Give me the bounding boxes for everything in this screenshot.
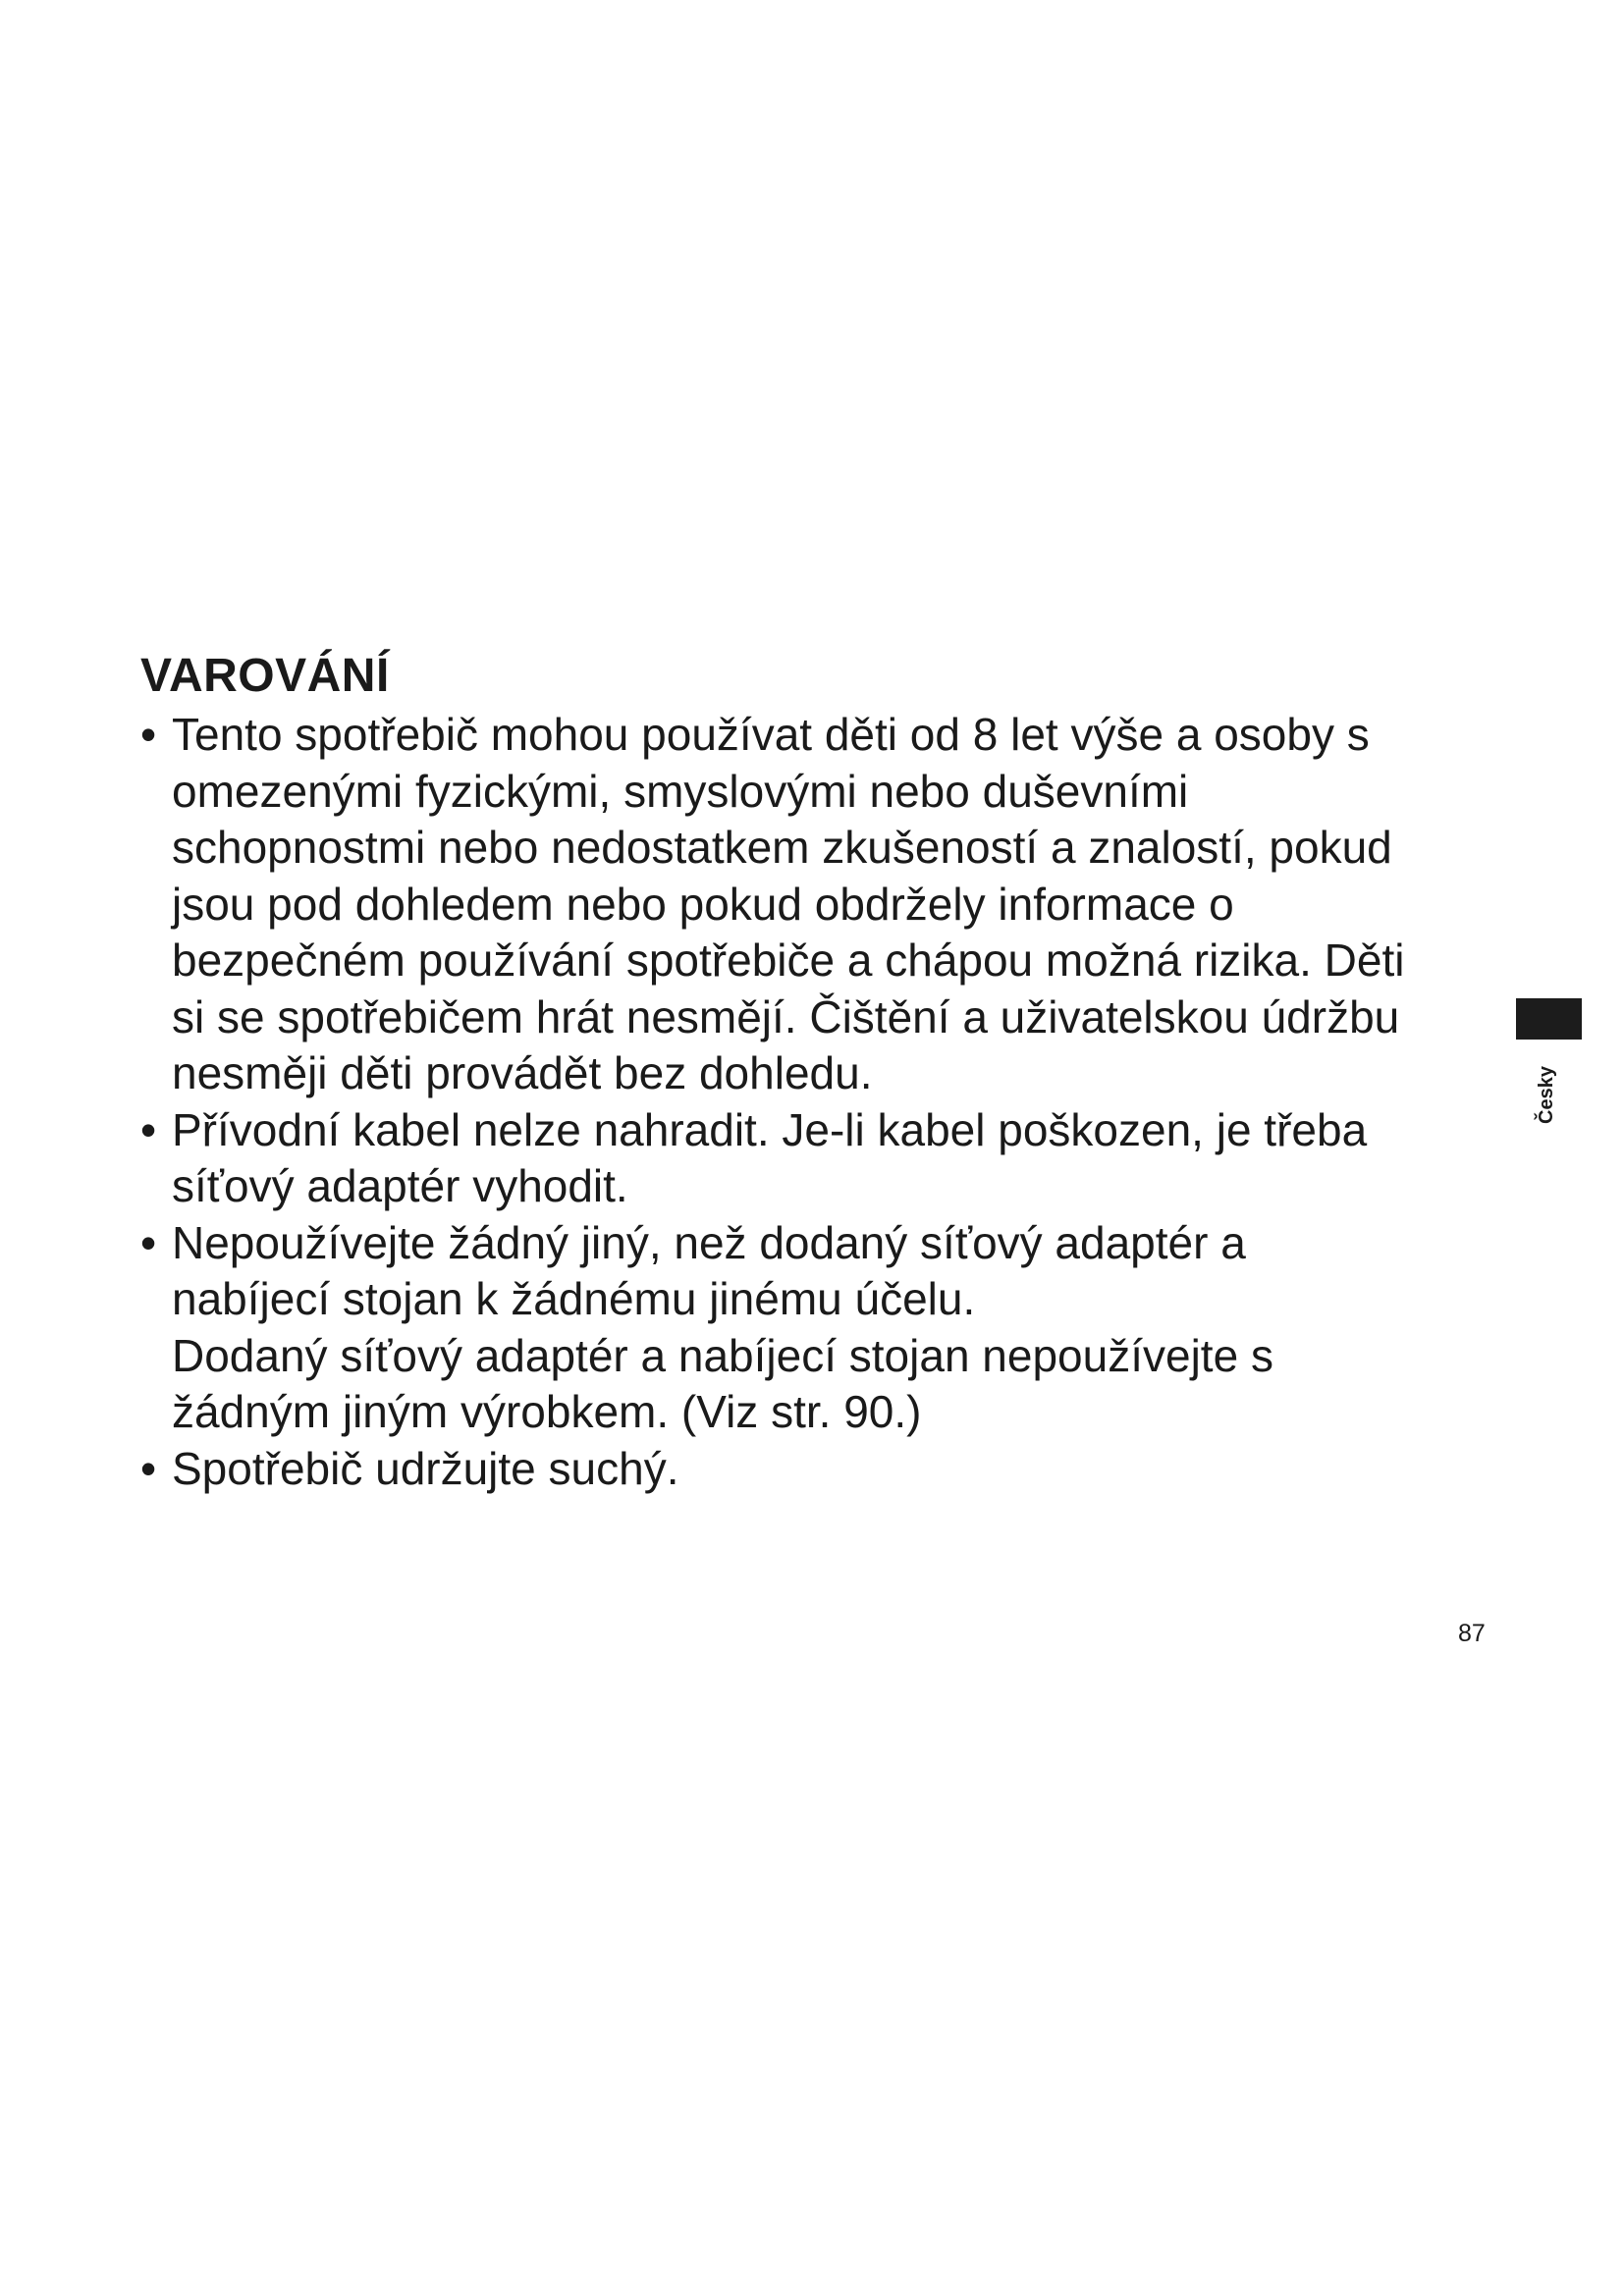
warning-list [140,707,1515,1497]
language-tab-label [1536,1060,1557,1129]
page-number: 87 [1458,1620,1486,1647]
language-tab-marker [1516,998,1582,1040]
warning-text-line: Dodaný síťový adaptér a nabíjecí stojan nepoužívejte s [172,1329,1273,1381]
warning-item [140,1215,1515,1441]
warning-item [140,1441,1515,1498]
warning-heading: VAROVÁNÍ [140,650,390,702]
bullet-icon: • [140,1216,157,1268]
warning-section [140,648,1515,1497]
warning-item [140,707,1515,1102]
warning-text-line: Přívodní kabel nelze nahradit. Je-li kabel poškozen, je třeba [172,1103,1368,1155]
warning-text-line: bezpečném používání spotřebiče a chápou možná rizika. Děti [172,934,1405,986]
warning-text-line: omezenými fyzickými, smyslovými nebo duševními [172,765,1189,817]
language-label-text: Česky [1535,1065,1557,1124]
warning-text-line: Tento spotřebič mohou používat děti od 8 let výše a osoby s [172,709,1370,760]
warning-text-line: jsou pod dohledem nebo pokud obdržely informace o [172,878,1234,930]
warning-item [140,1102,1515,1215]
warning-text-line: nabíjecí stojan k žádnému jinému účelu. [172,1273,976,1324]
warning-text-line: Nepoužívejte žádný jiný, než dodaný síťový adaptér a [172,1216,1246,1268]
warning-text-line: nesměji děti provádět bez dohledu. [172,1047,873,1098]
warning-text-line: schopnostmi nebo nedostatkem zkušeností a znalostí, pokud [172,822,1392,873]
bullet-icon: • [140,1103,157,1155]
warning-text-line: si se spotřebičem hrát nesmějí. Čištění a uživatelskou údržbu [172,990,1400,1042]
bullet-icon: • [140,709,157,760]
warning-text-line: Spotřebič udržujte suchý. [172,1442,679,1494]
warning-text-line: žádným jiným výrobkem. (Viz str. 90.) [172,1386,922,1437]
bullet-icon: • [140,1442,157,1494]
warning-text-line: síťový adaptér vyhodit. [172,1160,628,1211]
